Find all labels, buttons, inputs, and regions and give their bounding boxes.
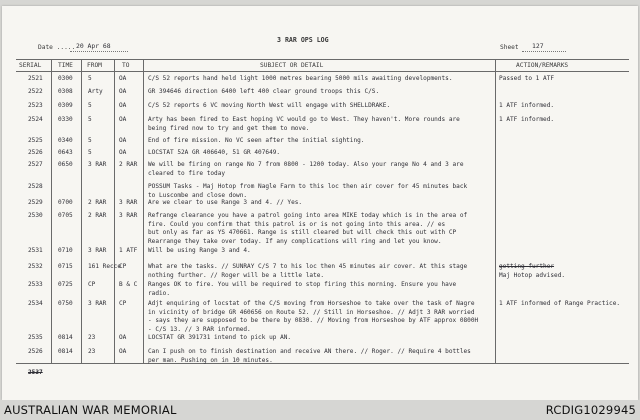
detail-line: C/S 52 reports hand held light 1000 metres bearing 5000 mils awaiting developments. <box>148 75 453 82</box>
date-value: 20 Apr 68 <box>76 42 111 50</box>
from-cell: CP <box>88 281 96 288</box>
serial-cell: 2534 <box>28 300 43 307</box>
detail-line: fire. Could you confirm that this patrol is or is not going into this area. // es <box>148 220 446 228</box>
serial-cell: 2528 <box>28 183 43 190</box>
to-cell: 3 RAR <box>119 199 138 206</box>
time-cell: 0643 <box>58 149 73 156</box>
to-cell: OA <box>119 88 127 95</box>
time-cell: 0814 <box>58 348 73 355</box>
serial-cell: 2522 <box>28 88 43 95</box>
time-cell: 0330 <box>58 116 73 123</box>
date-label: Date ..... <box>38 44 76 51</box>
to-cell: OA <box>119 334 127 341</box>
time-cell: 0309 <box>58 102 73 109</box>
detail-line: but only as far as YS 470661. Range is still cleared but will check this out with CP <box>148 229 457 237</box>
detail-line: Can I push on to finish destination and receive AN there. // Roger. // Require 4 bottles <box>148 348 471 355</box>
from-cell: 5 <box>88 102 92 109</box>
col-divider-1 <box>51 59 52 363</box>
to-cell: OA <box>119 75 127 82</box>
detail-line: to Luscombe and close down. <box>148 191 248 199</box>
serial-cell: 2533 <box>28 281 43 288</box>
col-header-time: TIME <box>58 62 73 69</box>
col-divider-3 <box>114 59 115 363</box>
log-title: 3 RAR OPS LOG <box>277 36 329 44</box>
detail-line: cleared to fire today <box>148 169 226 177</box>
remarks-line: 1 ATF informed. <box>499 102 555 109</box>
time-cell: 0750 <box>58 300 73 307</box>
detail-line: What are the tasks. // SUNRAY C/S 7 to his loc then 45 minutes air cover. At this stage <box>148 263 468 270</box>
sheet-label: Sheet <box>500 44 519 51</box>
col-divider-4 <box>143 59 144 363</box>
from-cell: 5 <box>88 137 92 144</box>
detail-line: End of fire mission. No VC seen after the initial sighting. <box>148 137 365 144</box>
serial-cell: 2526 <box>28 348 43 355</box>
to-cell: OA <box>119 149 127 156</box>
serial-cell: 2532 <box>28 263 43 270</box>
col-divider-2 <box>81 59 82 363</box>
detail-line: Are we clear to use Range 3 and 4. // Yes. <box>148 199 303 206</box>
time-cell: 0715 <box>58 263 73 270</box>
detail-line: Ranges OK to fire. You will be required to stop firing this morning. Ensure you have <box>148 281 457 288</box>
detail-line: in vicinity of bridge GR 460656 on Route 52. // Still in Horseshoe. // Adjt 3 RAR worried <box>148 308 475 316</box>
detail-line: nothing further. // Roger will be a little late. <box>148 271 325 279</box>
to-cell: 3 RAR <box>119 212 138 219</box>
detail-line: LOCSTAT 52A GR 406640, 51 GR 407649. <box>148 149 281 156</box>
col-divider-5 <box>495 59 496 363</box>
date-underline <box>70 51 128 52</box>
log-sheet <box>2 6 638 400</box>
detail-line: LOCSTAT GR 391731 intend to pick up AN. <box>148 334 292 341</box>
time-cell: 0814 <box>58 334 73 341</box>
remarks-line: 1 ATF informed. <box>499 116 555 123</box>
header-rule-top <box>16 59 629 60</box>
archive-reference: RCDIG1029945 <box>545 403 636 417</box>
to-cell: CP <box>119 263 127 270</box>
sheet-value: 127 <box>532 42 544 50</box>
detail-line: Arty has been fired to East hoping VC would go to West. They haven't. More rounds are <box>148 116 460 123</box>
remarks-line: getting further <box>499 263 555 270</box>
serial-cell: 2526 <box>28 149 43 156</box>
from-cell: 5 <box>88 149 92 156</box>
serial-cell: 2529 <box>28 199 43 206</box>
serial-cell: 2527 <box>28 161 43 168</box>
detail-line: - says they are supposed to be there by 0830. // Moving from Horseshoe by ATF approx 0800H <box>148 317 479 325</box>
time-cell: 0308 <box>58 88 73 95</box>
remarks-line: Passed to 1 ATF <box>499 75 555 82</box>
serial-cell: 2523 <box>28 102 43 109</box>
to-cell: CP <box>119 300 127 307</box>
to-cell: B & C <box>119 281 138 288</box>
remarks-line: Maj Hotop advised. <box>499 271 566 279</box>
serial-cell: 2521 <box>28 75 43 82</box>
to-cell: 1 ATF <box>119 247 138 254</box>
header-rule-bottom <box>16 71 629 72</box>
margin-serial: 2537 <box>28 369 43 376</box>
from-cell: 2 RAR <box>88 212 107 219</box>
time-cell: 0650 <box>58 161 73 168</box>
time-cell: 0710 <box>58 247 73 254</box>
col-header-remarks: ACTION/REMARKS <box>516 62 569 69</box>
from-cell: 3 RAR <box>88 247 107 254</box>
from-cell: 2 RAR <box>88 199 107 206</box>
from-cell: 5 <box>88 116 92 123</box>
detail-line: being fired now to try and get them to move. <box>148 124 310 132</box>
detail-line: POSSUM Tasks - Maj Hotop from Nagle Farm to this loc then air cover for 45 minutes back <box>148 183 468 190</box>
from-cell: 23 <box>88 348 96 355</box>
serial-cell: 2531 <box>28 247 43 254</box>
detail-line: Rearrange they take over today. If any complications will ring and let you know. <box>148 237 442 245</box>
col-header-to: TO <box>122 62 130 69</box>
detail-line: radio. <box>148 289 171 297</box>
to-cell: 2 RAR <box>119 161 138 168</box>
time-cell: 0700 <box>58 199 73 206</box>
time-cell: 0725 <box>58 281 73 288</box>
from-cell: 5 <box>88 75 92 82</box>
detail-line: We will be firing on range No 7 from 0800 - 1200 today. Also your range No 4 and 3 are <box>148 161 464 168</box>
sheet-underline <box>522 51 566 52</box>
col-header-subject: SUBJECT OR DETAIL <box>260 62 324 69</box>
time-cell: 0340 <box>58 137 73 144</box>
time-cell: 0705 <box>58 212 73 219</box>
to-cell: OA <box>119 102 127 109</box>
detail-line: Refrange clearance you have a patrol going into area MIKE today which is in the area of <box>148 212 468 219</box>
from-cell: 3 RAR <box>88 161 107 168</box>
from-cell: Arty <box>88 88 103 95</box>
to-cell: OA <box>119 116 127 123</box>
to-cell: OA <box>119 348 127 355</box>
col-header-serial: SERIAL <box>19 62 42 69</box>
serial-cell: 2525 <box>28 137 43 144</box>
detail-line: Adjt enquiring of locstat of the C/S moving from Horseshoe to take over the task of Nagre <box>148 300 475 307</box>
serial-cell: 2524 <box>28 116 43 123</box>
archive-name: AUSTRALIAN WAR MEMORIAL <box>4 403 177 417</box>
from-cell: 23 <box>88 334 96 341</box>
from-cell: 161 Recce <box>88 263 122 270</box>
from-cell: 3 RAR <box>88 300 107 307</box>
detail-line: GR 394646 direction 6400 left 400 clear ground troops this C/S. <box>148 88 380 95</box>
detail-line: per man. Pushing on in 10 minutes. <box>148 356 273 364</box>
remarks-line: 1 ATF informed of Range Practice. <box>499 300 621 307</box>
serial-cell: 2535 <box>28 334 43 341</box>
detail-line: - C/S 13. // 3 RAR informed. <box>148 325 251 333</box>
to-cell: OA <box>119 137 127 144</box>
detail-line: C/S 52 reports 6 VC moving North West will engage with SHELLDRAKE. <box>148 102 391 109</box>
detail-line: Will be using Range 3 and 4. <box>148 247 251 254</box>
table-rule-bottom <box>16 363 629 364</box>
col-header-from: FROM <box>87 62 102 69</box>
time-cell: 0300 <box>58 75 73 82</box>
serial-cell: 2530 <box>28 212 43 219</box>
archive-footer <box>0 400 640 420</box>
